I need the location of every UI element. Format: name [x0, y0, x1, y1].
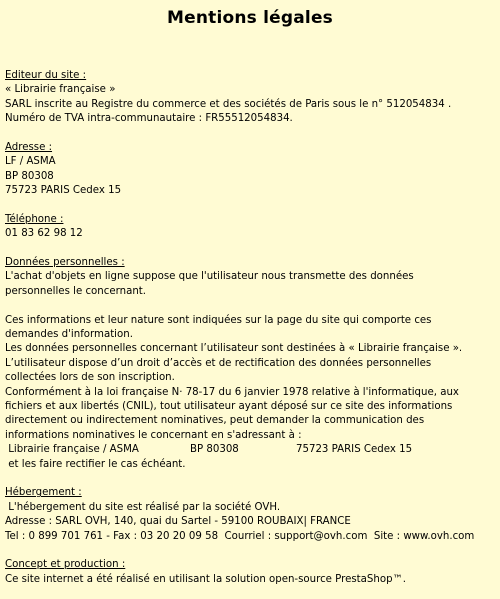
- adresse-heading: Adresse :: [5, 141, 53, 153]
- editeur-line: « Librairie française »: [5, 84, 116, 96]
- legal-content: [5, 69, 495, 587]
- editeur-line: SARL inscrite au Registre du commerce et des sociétés de Paris sous le n° 512054834 .: [5, 98, 452, 110]
- donnees-line: L’utilisateur dispose d’un droit d’accès et de rectification des données personnelles: [5, 357, 432, 369]
- donnees-address-line: [5, 443, 495, 457]
- concept-line: Ce site internet a été réalisé en utilisant la solution open-source PrestaShop™.: [5, 573, 406, 585]
- donnees-line: Les données personnelles concernant l’utilisateur sont destinées à « Librairie française ».: [5, 343, 463, 355]
- donnees-line: directement ou indirectement nominatives, peut demander la communication des: [5, 415, 425, 427]
- adresse-line: BP 80308: [5, 170, 54, 182]
- telephone-number: 01 83 62 98 12: [5, 228, 83, 240]
- donnees-line: L'achat d'objets en ligne suppose que l'utilisateur nous transmette des données: [5, 271, 414, 283]
- adresse-line: LF / ASMA: [5, 156, 56, 168]
- editeur-heading: Editeur du site :: [5, 70, 87, 81]
- donnees-line: Conformément à la loi française N· 78-17 du 6 janvier 1978 relative à l'informatique, aux: [5, 386, 459, 398]
- donnees-line: et les faire rectifier le cas échéant.: [5, 458, 186, 470]
- page-title: Mentions légales: [167, 8, 333, 28]
- donnees-address-name: Librairie française / ASMA: [5, 444, 139, 456]
- donnees-line: collectées lors de son inscription.: [5, 372, 175, 384]
- donnees-line: personnelles le concernant.: [5, 285, 147, 297]
- donnees-address-bp: BP 80308: [190, 444, 239, 456]
- adresse-line: 75723 PARIS Cedex 15: [5, 185, 122, 197]
- editeur-line: Numéro de TVA intra-communautaire : FR55512054834.: [5, 113, 293, 125]
- donnees-line: fichiers et aux libertés (CNIL), tout utilisateur ayant déposé sur ce site des informations: [5, 400, 453, 412]
- hebergement-line: L'hébergement du site est réalisé par la société OVH.: [5, 501, 281, 513]
- donnees-line: Ces informations et leur nature sont indiquées sur la page du site qui comporte ces: [5, 314, 432, 326]
- hebergement-contact-line: Tel : 0 899 701 761 - Fax : 03 20 20 09 58 Courriel : support@ovh.com Site : www.ovh.com: [5, 530, 475, 542]
- donnees-address-city: 75723 PARIS Cedex 15: [296, 444, 413, 456]
- telephone-heading: Téléphone :: [5, 213, 64, 225]
- donnees-heading: Données personnelles :: [5, 257, 125, 269]
- donnees-line: demandes d'information.: [5, 329, 133, 341]
- hebergement-heading: Hébergement :: [5, 487, 82, 499]
- hebergement-line: Adresse : SARL OVH, 140, quai du Sartel - 59100 ROUBAIX| FRANCE: [5, 516, 351, 528]
- donnees-line: informations nominatives le concernant en s'adressant à :: [5, 429, 302, 441]
- concept-heading: Concept et production :: [5, 559, 126, 571]
